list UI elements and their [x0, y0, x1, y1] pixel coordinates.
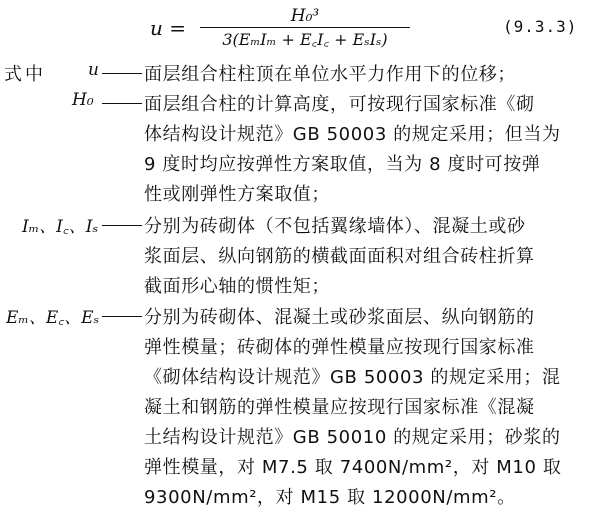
- definition-line: 分别为砖砌体、混凝土或砂浆面层、纵向钢筋的: [102, 303, 535, 329]
- symbol-i: Iₘ、I꜀、Iₛ: [22, 217, 99, 237]
- definition-line: 《砌体结构设计规范》GB 50003 的规定采用；混: [144, 367, 561, 388]
- definition-line: 9 度时均应按弹性方案取值，当为 8 度时可按弹: [144, 154, 541, 175]
- symbol-h0: H₀: [72, 90, 94, 110]
- definition-line: 弹性模量，对 M7.5 取 7400N/mm²，对 M10 取: [144, 457, 562, 478]
- definition-line: 面层组合柱柱顶在单位水平力作用下的位移；: [102, 60, 516, 86]
- em-dash: [102, 103, 142, 104]
- definition-line: 弹性模量；砖砌体的弹性模量应按现行国家标准: [144, 337, 535, 358]
- symbol-e: Eₘ、E꜀、Eₛ: [6, 308, 100, 328]
- definition-line: 性或刚弹性方案取值；: [144, 184, 330, 205]
- em-dash: [102, 73, 142, 74]
- where-label: 式中: [4, 64, 46, 85]
- definition-line: 凝土和钢筋的弹性模量应按现行国家标准《混凝: [144, 397, 535, 418]
- definition-line: 体结构设计规范》GB 50003 的规定采用；但当为: [144, 124, 561, 145]
- definition-line: 土结构设计规范》GB 50010 的规定采用；砂浆的: [144, 427, 561, 448]
- equation-lhs: u =: [150, 16, 186, 40]
- fraction-bar: [200, 27, 410, 28]
- em-dash: [102, 225, 142, 226]
- equation-number: (9.3.3): [503, 17, 578, 36]
- definition-line: 浆面层、纵向钢筋的横截面面积对组合砖柱折算: [144, 246, 535, 267]
- definition-line: 分别为砖砌体（不包括翼缘墙体）、混凝土或砂: [102, 212, 526, 238]
- equation-numerator: H₀³: [290, 6, 320, 26]
- equation-9-3-3: [150, 6, 450, 50]
- symbol-u: u: [88, 60, 99, 80]
- equation-fraction: [200, 6, 410, 50]
- definition-line: 截面形心轴的惯性矩；: [144, 276, 330, 297]
- definition-line: 9300N/mm²，对 M15 取 12000N/mm²。: [144, 487, 516, 508]
- equation-denominator: 3(EₘIₘ + E꜀I꜀ + EₛIₛ): [222, 30, 388, 49]
- em-dash: [102, 316, 142, 317]
- definition-line: 面层组合柱的计算高度，可按现行国家标准《砌: [102, 90, 535, 116]
